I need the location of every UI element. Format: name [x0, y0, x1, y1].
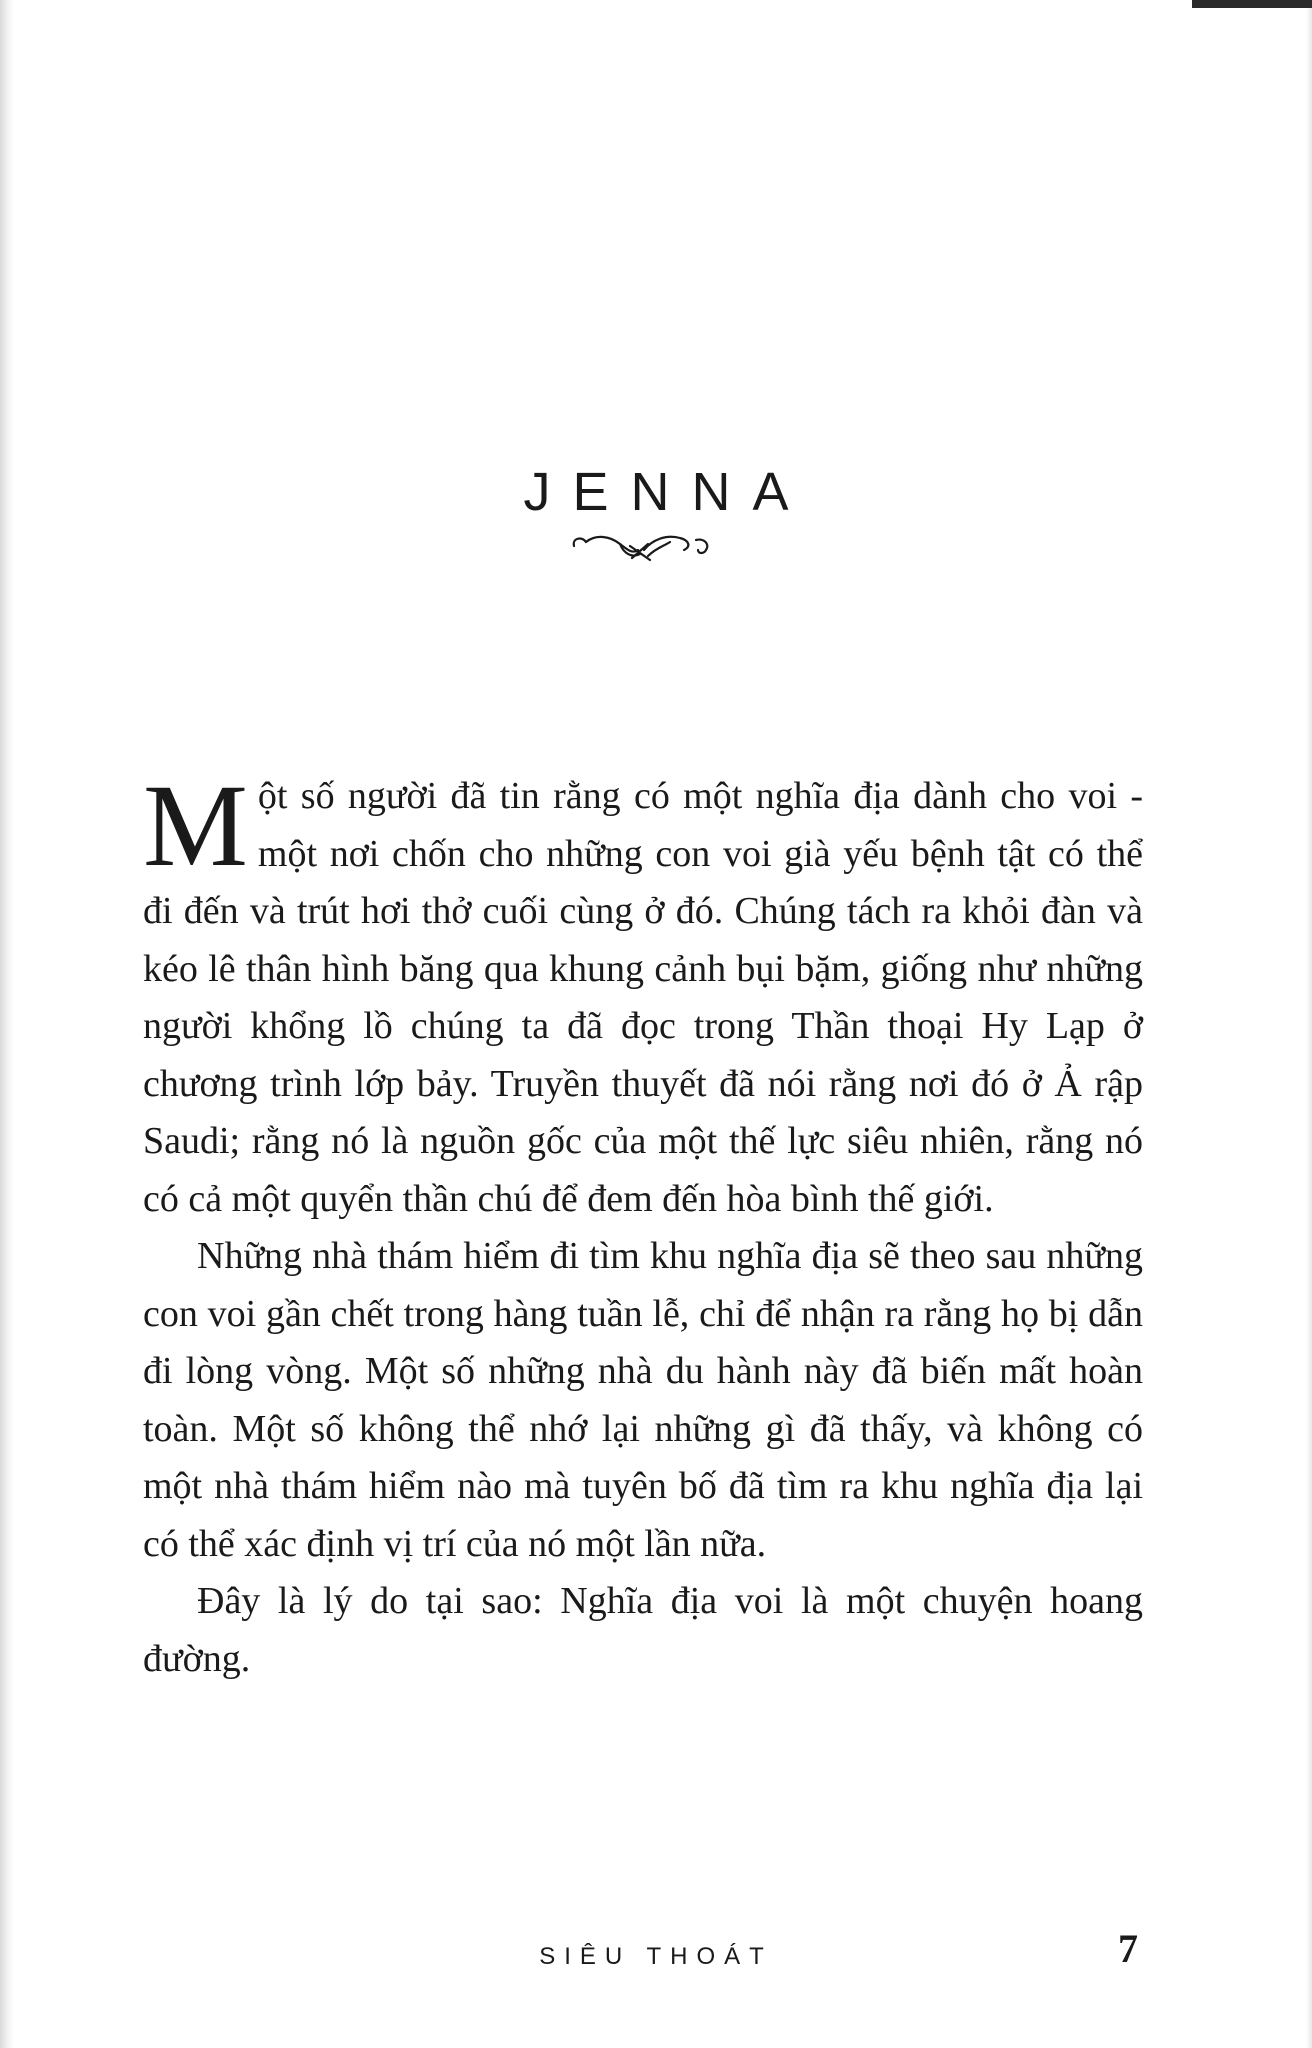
page-number: 7	[1118, 1926, 1138, 1971]
running-footer-title: SIÊU THOÁT	[539, 1943, 773, 1970]
paragraph-1	[143, 760, 1143, 1228]
paragraph-2: Những nhà thám hiểm đi tìm khu nghĩa địa sẽ theo sau những con voi gần chết trong hàng tuần lễ, chỉ để nhận ra rằng họ bị dẫn đi lòng vòng. Một số những nhà du hành này đã biến mất hoàn toàn. Một số không thể nhớ lại những gì đã thấy, và không có một nhà thám hiểm nào mà tuyên bố đã tìm ra khu nghĩa địa lại có thể xác định vị trí của nó một lần nữa.	[143, 1235, 1143, 1565]
chapter-title: JENNA	[523, 462, 811, 523]
page-right-edge-shadow	[1306, 0, 1312, 2048]
drop-cap: M	[143, 760, 248, 891]
paragraph-3: Đây là lý do tại sao: Nghĩa địa voi là một chuyện hoang đường.	[143, 1580, 1143, 1680]
chapter-body-text	[143, 760, 1143, 1688]
page-left-edge-shadow	[0, 0, 14, 2048]
scan-corner-mark	[1192, 0, 1312, 8]
flourish-ornament-icon	[566, 528, 716, 568]
paragraph-1-text: ột số người đã tin rằng có một nghĩa địa dành cho voi - một nơi chốn cho những con voi già yếu bệnh tật có thể đi đến và trút hơi thở cuối cùng ở đó. Chúng tách ra khỏi đàn và kéo lê thân hình băng qua khung cảnh bụi bặm, giống như những người khổng lồ chúng ta đã đọc trong Thần thoại Hy Lạp ở chương trình lớp bảy. Truyền thuyết đã nói rằng nơi đó ở Ả rập Saudi; rằng nó là nguồn gốc của một thế lực siêu nhiên, rằng nó có cả một quyển thần chú để đem đến hòa bình thế giới.	[143, 775, 1143, 1220]
